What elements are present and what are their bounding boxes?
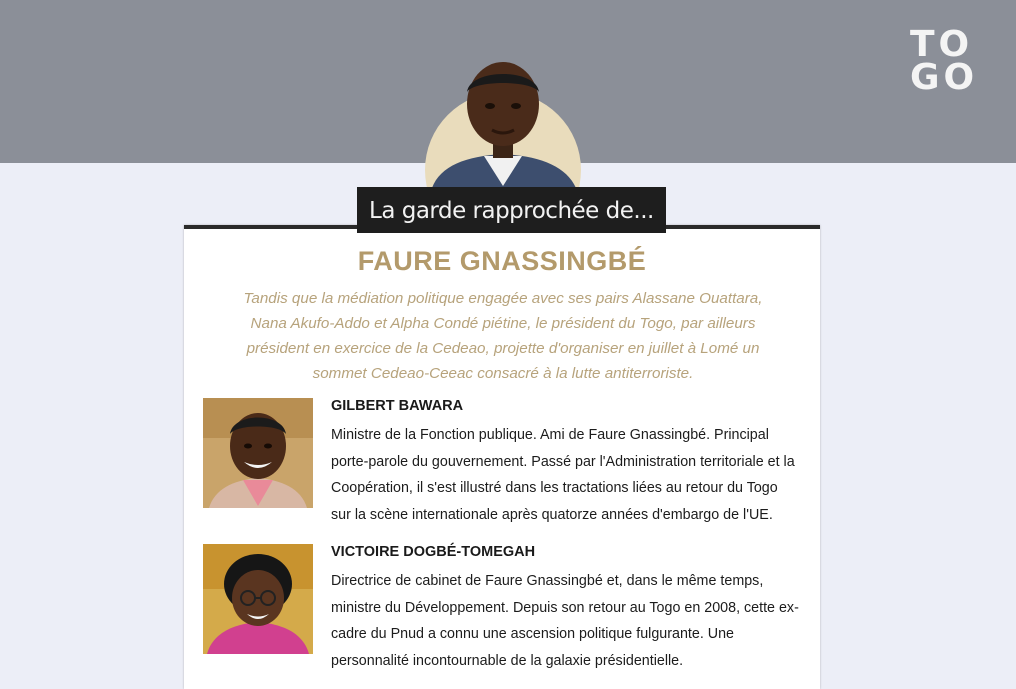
logo-line-2: GO [910, 57, 979, 98]
profile-name: GILBERT BAWARA [331, 398, 464, 414]
profile-bio: Ministre de la Fonction publique. Ami de Faure Gnassingbé. Principal porte-parole du gouvernement. Passé par l'Administration territoriale et la Coopération, il s'est illustré dans les tractations liées au retour du Togo sur la scène internationale après quatorze années d'embargo de l'UE. [331, 427, 795, 523]
profile-victoire-dogbe-tomegah [203, 544, 803, 669]
profile-name: VICTOIRE DOGBÉ-TOMEGAH [331, 544, 536, 560]
section-kicker: La garde rapprochée de... [357, 187, 666, 233]
page-title: FAURE GNASSINGBÉ [357, 246, 647, 276]
profile-bio: Directrice de cabinet de Faure Gnassingbé et, dans le même temps, ministre du Développement. Depuis son retour au Togo en 2008, cette ex-cadre du Pnud a connu une ascension politique fulgurante. Une personnalité incontournable de la galaxie présidentielle. [331, 573, 799, 669]
profile-gilbert-bawara [203, 398, 803, 523]
profile-photo [203, 544, 313, 654]
lead-paragraph: Tandis que la médiation politique engagée avec ses pairs Alassane Ouattara, Nana Akufo-Addo et Alpha Condé piétine, le président du Togo, par ailleurs président en exercice de la Cedeao, projette d'organiser en juillet à Lomé un sommet Cedeao-Ceeac consacré à la lutte antiterroriste. [243, 290, 763, 382]
profile-photo [203, 398, 313, 508]
togo-logo[interactable] [910, 24, 979, 98]
logo-line-1: TO [910, 24, 974, 65]
main-portrait [420, 58, 586, 188]
